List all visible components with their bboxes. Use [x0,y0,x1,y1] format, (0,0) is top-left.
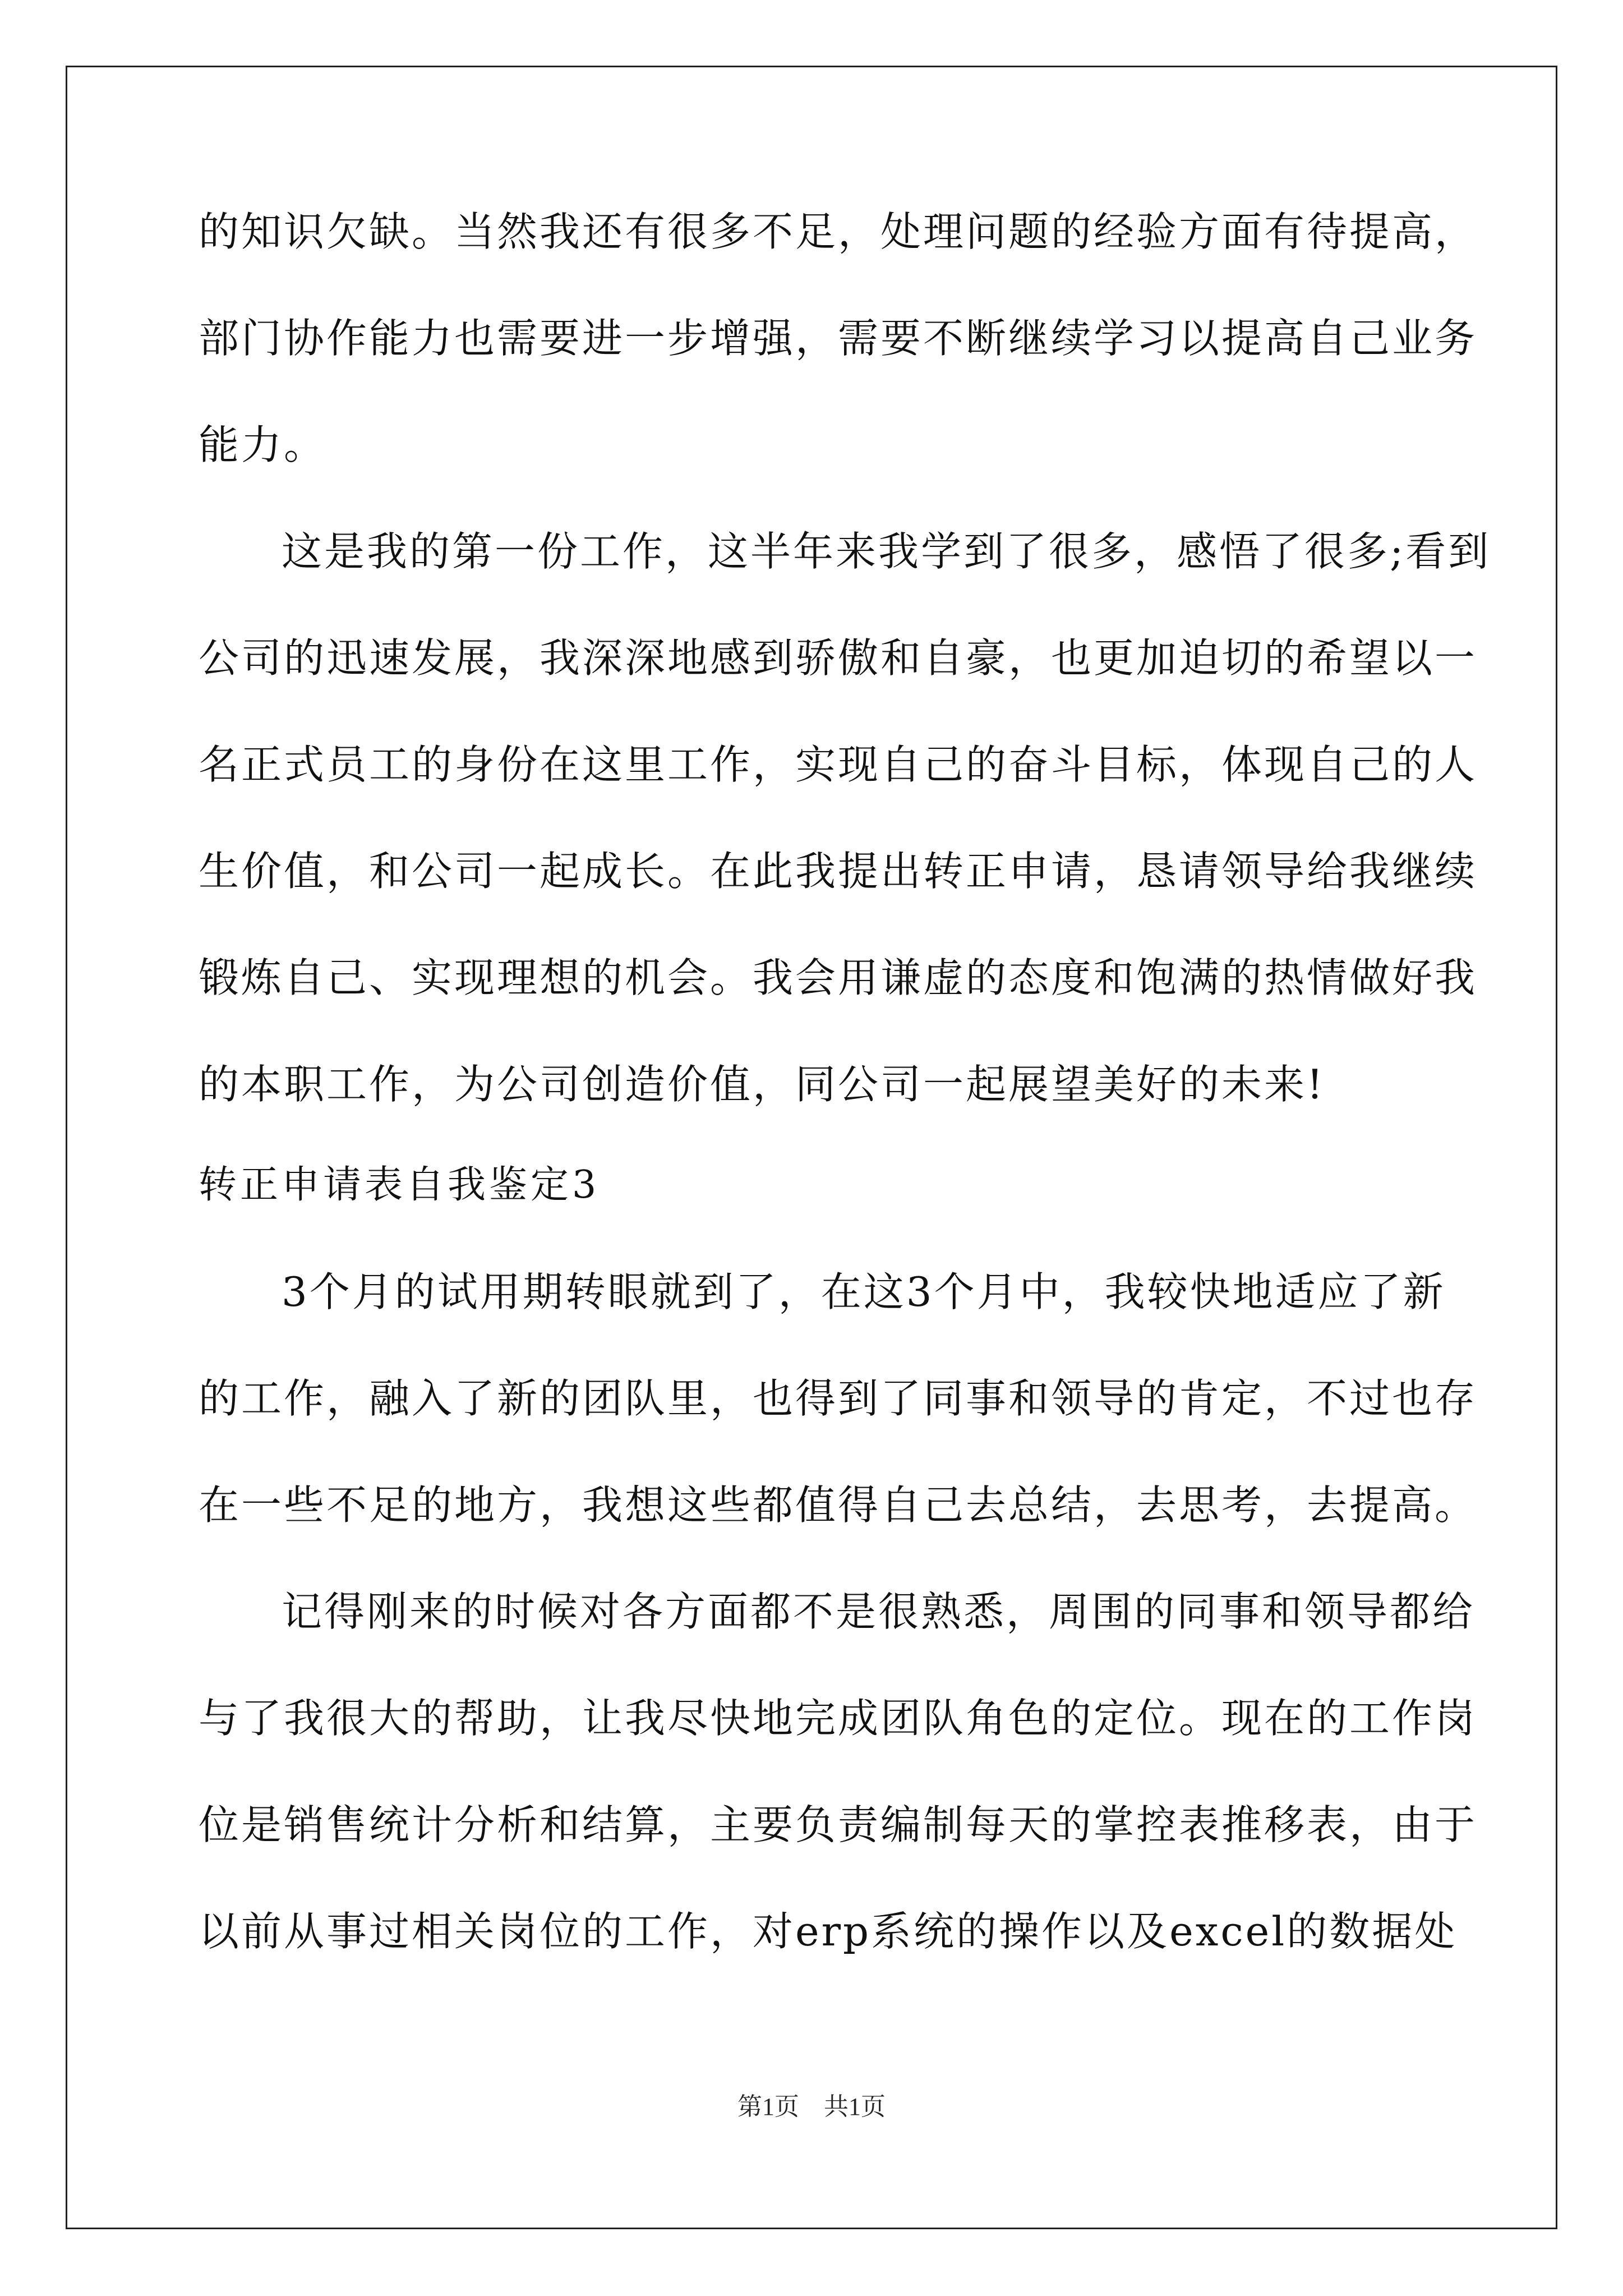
text-line: 能力。 [199,421,327,468]
text-line: 位是销售统计分析和结算，主要负责编制每天的掌控表推移表，由于 [199,1801,1478,1848]
text-line: 锻炼自己、实现理想的机会。我会用谦虚的态度和饱满的热情做好我 [199,954,1478,1001]
text-line: 的本职工作，为公司创造价值，同公司一起展望美好的未来! [199,1061,1325,1108]
page-footer: 第1页 共1页 [737,2093,886,2120]
paragraph-first-line: 这是我的第一份工作，这半年来我学到了很多，感悟了很多;看到 [282,528,1491,575]
text-line: 公司的迅速发展，我深深地感到骄傲和自豪，也更加迫切的希望以一 [199,634,1478,682]
text-line: 生价值，和公司一起成长。在此我提出转正申请，恳请领导给我继续 [199,848,1478,895]
paragraph-first-line: 3个月的试用期转眼就到了，在这3个月中，我较快地适应了新 [282,1268,1446,1315]
text-line: 名正式员工的身份在这里工作，实现自己的奋斗目标，体现自己的人 [199,741,1478,788]
text-line: 的工作，融入了新的团队里，也得到了同事和领导的肯定，不过也存 [199,1375,1478,1422]
text-line: 在一些不足的地方，我想这些都值得自己去总结，去思考，去提高。 [199,1481,1478,1529]
text-line: 与了我很大的帮助，让我尽快地完成团队角色的定位。现在的工作岗 [199,1695,1478,1742]
text-line: 部门协作能力也需要进一步增强，需要不断继续学习以提高自己业务 [199,315,1478,362]
text-line: 以前从事过相关岗位的工作，对erp系统的操作以及excel的数据处 [199,1908,1458,1955]
text-line: 的知识欠缺。当然我还有很多不足，处理问题的经验方面有待提高， [199,208,1478,255]
section-heading: 转正申请表自我鉴定3 [199,1163,600,1207]
paragraph-first-line: 记得刚来的时候对各方面都不是很熟悉，周围的同事和领导都给 [282,1588,1476,1635]
